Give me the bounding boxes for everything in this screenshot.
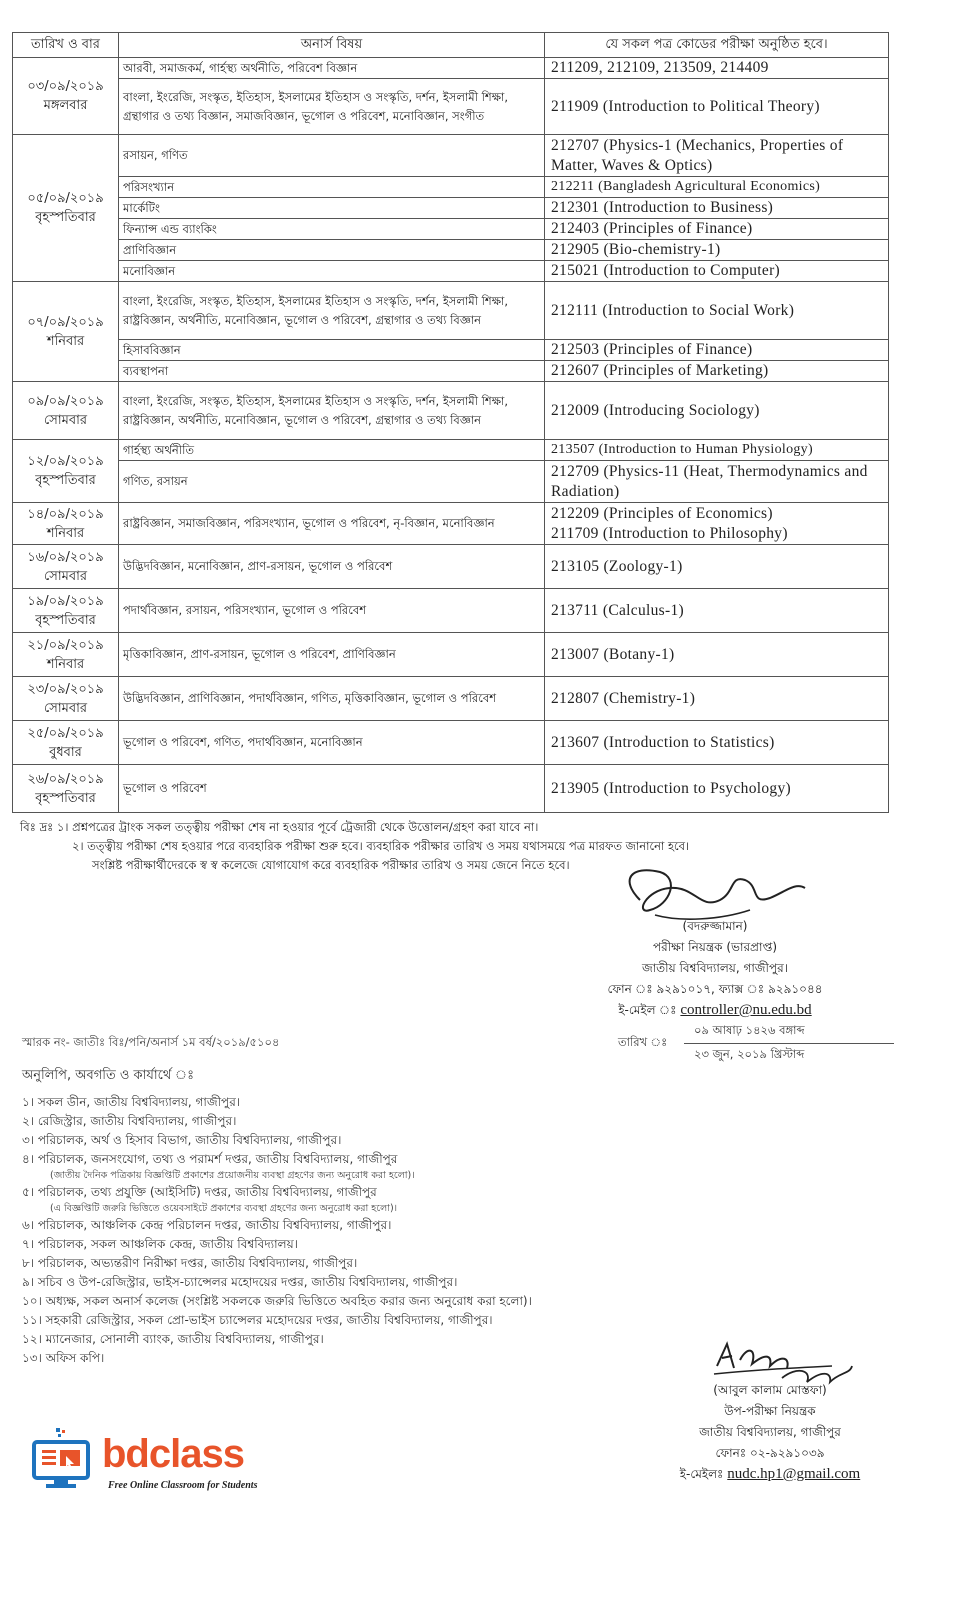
table-row [13, 340, 889, 361]
exam-schedule-table [12, 32, 889, 813]
list-item: ১১। সহকারী রেজিস্ট্রার, সকল প্রো-ভাইস চ্যান্সেলর মহোদয়ের দপ্তর, জাতীয় বিশ্ববিদ্যালয়, গাজীপুর। [22, 1313, 493, 1327]
code-cell: 212905 (Bio-chemistry-1) [545, 240, 889, 261]
code-cell: 213711 (Calculus-1) [545, 589, 889, 633]
table-row [13, 677, 889, 721]
subject-cell: হিসাববিজ্ঞান [119, 340, 545, 361]
date-cell: ২১/০৯/২০১৯ শনিবার [13, 633, 119, 677]
subject-cell: প্রাণিবিজ্ঞান [119, 240, 545, 261]
list-item: ৩। পরিচালক, অর্থ ও হিসাব বিভাগ, জাতীয় বিশ্ববিদ্যালয়, গাজীপুর। [22, 1133, 342, 1147]
code-cell: 212807 (Chemistry-1) [545, 677, 889, 721]
header-subject: অনার্স বিষয় [119, 33, 545, 58]
signatory-org: জাতীয় বিশ্ববিদ্যালয়, গাজীপুর। [641, 961, 789, 975]
code-cell: 212707 (Physics-1 (Mechanics, Properties of Matter, Waves & Optics) [545, 135, 889, 177]
table-row [13, 79, 889, 135]
code-cell: 212709 (Physics-11 (Heat, Thermodynamics and Radiation) [545, 461, 889, 503]
code-cell: 215021 (Introduction to Computer) [545, 261, 889, 282]
code-cell: 212209 (Principles of Economics) 211709 (Introduction to Philosophy) [545, 503, 889, 545]
date-label: তারিখ ঃ [618, 1035, 668, 1049]
date-cell: ০৩/০৯/২০১৯ মঙ্গলবার [13, 58, 119, 135]
table-row [13, 765, 889, 813]
signatory-name: (বদরুজ্জামান) [682, 919, 748, 933]
signatory-phone: ফোন ঃ ৯২৯১০১৭, ফ্যাক্স ঃ ৯২৯১০৪৪ [607, 982, 823, 996]
table-row [13, 177, 889, 198]
signatory-title: পরীক্ষা নিয়ন্ত্রক (ভারপ্রাপ্ত) [652, 940, 778, 954]
list-item: ৪। পরিচালক, জনসংযোগ, তথ্য ও পরামর্শ দপ্তর, জাতীয় বিশ্ববিদ্যালয়, গাজীপুর [22, 1152, 398, 1166]
list-item: ৮। পরিচালক, অভ্যন্তরীণ নিরীক্ষা দপ্তর, জাতীয় বিশ্ববিদ্যালয়, গাজীপুর। [22, 1256, 358, 1270]
subject-cell: আরবী, সমাজকর্ম, গার্হস্থ্য অর্থনীতি, পরিবেশ বিজ্ঞান [119, 58, 545, 79]
code-cell: 212607 (Principles of Marketing) [545, 361, 889, 382]
code-cell: 212503 (Principles of Finance) [545, 340, 889, 361]
brand-tagline: Free Online Classroom for Students [108, 1480, 258, 1491]
table-row [13, 240, 889, 261]
code-cell: 212009 (Introducing Sociology) [545, 382, 889, 440]
email-label: ই-মেইলঃ [679, 1467, 724, 1481]
table-row [13, 198, 889, 219]
subject-cell: ভূগোল ও পরিবেশ [119, 765, 545, 813]
list-item: ৯। সচিব ও উপ-রেজিস্ট্রার, ভাইস-চ্যান্সেলর মহোদয়ের দপ্তর, জাতীয় বিশ্ববিদ্যালয়, গাজীপুর। [22, 1275, 458, 1289]
list-item: ৫। পরিচালক, তথ্য প্রযুক্তি (আইসিটি) দপ্তর, জাতীয় বিশ্ববিদ্যালয়, গাজীপুর [22, 1185, 377, 1199]
list-item-note: (এ বিজ্ঞপ্তিটি জরুরি ভিত্তিতে ওয়েবসাইটে প্রকাশের ব্যবস্থা গ্রহণের জন্য অনুরোধ করা হলো)। [50, 1203, 398, 1214]
header-code: যে সকল পত্র কোডের পরীক্ষা অনুষ্ঠিত হবে। [545, 33, 889, 58]
table-row [13, 58, 889, 79]
monitor-icon [28, 1428, 94, 1492]
copy-list [22, 1066, 662, 1368]
code-cell: 211209, 212109, 213509, 214409 [545, 58, 889, 79]
code-cell: 213905 (Introduction to Psychology) [545, 765, 889, 813]
subject-cell: রসায়ন, গণিত [119, 135, 545, 177]
table-row [13, 440, 889, 461]
table-row [13, 503, 889, 545]
memo-number: স্মারক নং- জাতীঃ বিঃ/পনি/অনার্স ১ম বর্ষ/২০১৯/৫১০৪ [22, 1035, 280, 1049]
header-date: তারিখ ও বার [13, 33, 119, 58]
date-cell: ১৯/০৯/২০১৯ বৃহস্পতিবার [13, 589, 119, 633]
table-row [13, 219, 889, 240]
subject-cell: বাংলা, ইংরেজি, সংস্কৃত, ইতিহাস, ইসলামের ইতিহাস ও সংস্কৃতি, দর্শন, ইসলামী শিক্ষা, রাষ্ট্রবিজ্ঞান, অর্থনীতি, মনোবিজ্ঞান, ভূগোল ও পরিবেশ, গ্রন্থাগার ও তথ্য বিজ্ঞান [119, 282, 545, 340]
table-row [13, 721, 889, 765]
code-cell: 213007 (Botany-1) [545, 633, 889, 677]
list-item: ২। রেজিস্ট্রার, জাতীয় বিশ্ববিদ্যালয়, গাজীপুর। [22, 1114, 237, 1128]
table-row [13, 589, 889, 633]
list-item-note: (জাতীয় দৈনিক পত্রিকায় বিজ্ঞপ্তিটি প্রকাশের প্রয়োজনীয় ব্যবস্থা গ্রহণের জন্য অনুরোধ করা হলো)। [50, 1170, 415, 1181]
table-row [13, 633, 889, 677]
note-line: সংশ্লিষ্ট পরীক্ষার্থীদেরকে স্ব স্ব কলেজে যোগাযোগ করে ব্যবহারিক পরীক্ষার তারিখ ও সময় জেনে নিতে হবে। [92, 858, 570, 872]
signatory-title: উপ-পরীক্ষা নিয়ন্ত্রক [724, 1404, 816, 1418]
email-label: ই-মেইল ঃ [618, 1003, 677, 1017]
subject-cell: বাংলা, ইংরেজি, সংস্কৃত, ইতিহাস, ইসলামের ইতিহাস ও সংস্কৃতি, দর্শন, ইসলামী শিক্ষা, রাষ্ট্রবিজ্ঞান, অর্থনীতি, মনোবিজ্ঞান, ভূগোল ও পরিবেশ, গ্রন্থাগার ও তথ্য বিজ্ঞান [119, 382, 545, 440]
deputy-controller-signature-block [655, 1380, 885, 1485]
subject-cell: মনোবিজ্ঞান [119, 261, 545, 282]
subject-cell: পরিসংখ্যান [119, 177, 545, 198]
subject-cell: ভূগোল ও পরিবেশ, গণিত, পদার্থবিজ্ঞান, মনোবিজ্ঞান [119, 721, 545, 765]
list-item: ১৩। অফিস কপি। [22, 1351, 105, 1365]
code-cell: 212301 (Introduction to Business) [545, 198, 889, 219]
subject-cell: মার্কেটিং [119, 198, 545, 219]
signatory-org: জাতীয় বিশ্ববিদ্যালয়, গাজীপুর [699, 1425, 841, 1439]
subject-cell: গার্হস্থ্য অর্থনীতি [119, 440, 545, 461]
date-bangla: ০৯ আষাঢ় ১৪২৬ বঙ্গাব্দ [684, 1022, 894, 1044]
table-row [13, 135, 889, 177]
copy-list-heading: অনুলিপি, অবগতি ও কার্যার্থে ঃ [22, 1068, 195, 1083]
table-row [13, 261, 889, 282]
date-cell: ০৯/০৯/২০১৯ সোমবার [13, 382, 119, 440]
subject-cell: ব্যবস্থাপনা [119, 361, 545, 382]
bdclass-logo[interactable] [28, 1428, 288, 1498]
code-cell: 213105 (Zoology-1) [545, 545, 889, 589]
subject-cell: মৃত্তিকাবিজ্ঞান, প্রাণ-রসায়ন, ভূগোল ও পরিবেশ, প্রাণিবিজ্ঞান [119, 633, 545, 677]
signatory-phone: ফোনঃ ০২-৯২৯১০৩৯ [715, 1446, 825, 1460]
signatory-name: (আবুল কালাম মোস্তফা) [713, 1383, 827, 1397]
subject-cell: উদ্ভিদবিজ্ঞান, প্রাণিবিজ্ঞান, পদার্থবিজ্ঞান, গণিত, মৃত্তিকাবিজ্ঞান, ভূগোল ও পরিবেশ [119, 677, 545, 721]
subject-cell: রাষ্ট্রবিজ্ঞান, সমাজবিজ্ঞান, পরিসংখ্যান, ভূগোল ও পরিবেশ, নৃ-বিজ্ঞান, মনোবিজ্ঞান [119, 503, 545, 545]
table-header-row [13, 33, 889, 58]
code-cell: 211909 (Introduction to Political Theory) [545, 79, 889, 135]
code-cell: 213607 (Introduction to Statistics) [545, 721, 889, 765]
date-cell: ২৩/০৯/২০১৯ সোমবার [13, 677, 119, 721]
code-cell: 212111 (Introduction to Social Work) [545, 282, 889, 340]
date-cell: ২৫/০৯/২০১৯ বুধবার [13, 721, 119, 765]
date-cell: ১৪/০৯/২০১৯ শনিবার [13, 503, 119, 545]
date-cell: ০৫/০৯/২০১৯ বৃহস্পতিবার [13, 135, 119, 282]
note-line: বিঃ দ্রঃ ১। প্রশ্নপত্রের ট্রাংক সকল তত্ত্বীয় পরীক্ষা শেষ না হওয়ার পূর্বে ট্রেজারী থেকে উত্তোলন/গ্রহণ করা যাবে না। [20, 820, 539, 834]
date-cell: ১৬/০৯/২০১৯ সোমবার [13, 545, 119, 589]
list-item: ১০। অধ্যক্ষ, সকল অনার্স কলেজ (সংশ্লিষ্ট সকলকে জরুরি ভিত্তিতে অবহিত করার জন্য অনুরোধ করা হলো)। [22, 1294, 532, 1308]
date-english: ২৩ জুন, ২০১৯ খ্রিস্টাব্দ [694, 1047, 805, 1061]
code-cell: 212211 (Bangladesh Agricultural Economics) [545, 177, 889, 198]
subject-cell: গণিত, রসায়ন [119, 461, 545, 503]
date-cell: ২৬/০৯/২০১৯ বৃহস্পতিবার [13, 765, 119, 813]
subject-cell: বাংলা, ইংরেজি, সংস্কৃত, ইতিহাস, ইসলামের ইতিহাস ও সংস্কৃতি, দর্শন, ইসলামী শিক্ষা, গ্রন্থাগার ও তথ্য বিজ্ঞান, সমাজবিজ্ঞান, ভূগোল ও পরিবেশ, মনোবিজ্ঞান, সংগীত [119, 79, 545, 135]
list-item: ৬। পরিচালক, আঞ্চলিক কেন্দ্র পরিচালন দপ্তর, জাতীয় বিশ্ববিদ্যালয়, গাজীপুর। [22, 1218, 392, 1232]
table-row [13, 361, 889, 382]
table-row [13, 282, 889, 340]
table-row [13, 545, 889, 589]
subject-cell: পদার্থবিজ্ঞান, রসায়ন, পরিসংখ্যান, ভূগোল ও পরিবেশ [119, 589, 545, 633]
controller-signature-block [585, 916, 845, 1021]
signatory-email-line [655, 1464, 885, 1485]
email-link[interactable]: controller@nu.edu.bd [680, 1002, 812, 1018]
note-line: ২। তত্ত্বীয় পরীক্ষা শেষ হওয়ার পরে ব্যবহারিক পরীক্ষা শুরু হবে। ব্যবহারিক পরীক্ষার তারিখ ও সময় যথাসময়ে পত্র মারফত জানানো হবে। [72, 839, 690, 853]
list-item: ১। সকল ডীন, জাতীয় বিশ্ববিদ্যালয়, গাজীপুর। [22, 1095, 241, 1109]
list-item: ৭। পরিচালক, সকল আঞ্চলিক কেন্দ্র, জাতীয় বিশ্ববিদ্যালয়। [22, 1237, 298, 1251]
subject-cell: ফিন্যান্স এন্ড ব্যাংকিং [119, 219, 545, 240]
table-row [13, 382, 889, 440]
subject-cell: উদ্ভিদবিজ্ঞান, মনোবিজ্ঞান, প্রাণ-রসায়ন, ভূগোল ও পরিবেশ [119, 545, 545, 589]
signatory-email-line [585, 1000, 845, 1021]
list-item: ১২। ম্যানেজার, সোনালী ব্যাংক, জাতীয় বিশ্ববিদ্যালয়, গাজীপুর। [22, 1332, 324, 1346]
date-cell: ০৭/০৯/২০১৯ শনিবার [13, 282, 119, 382]
code-cell: 212403 (Principles of Finance) [545, 219, 889, 240]
brand-name: bdclass [102, 1432, 244, 1476]
table-row [13, 461, 889, 503]
code-cell: 213507 (Introduction to Human Physiology) [545, 440, 889, 461]
date-cell: ১২/০৯/২০১৯ বৃহস্পতিবার [13, 440, 119, 503]
email-link[interactable]: nudc.hp1@gmail.com [727, 1466, 861, 1482]
